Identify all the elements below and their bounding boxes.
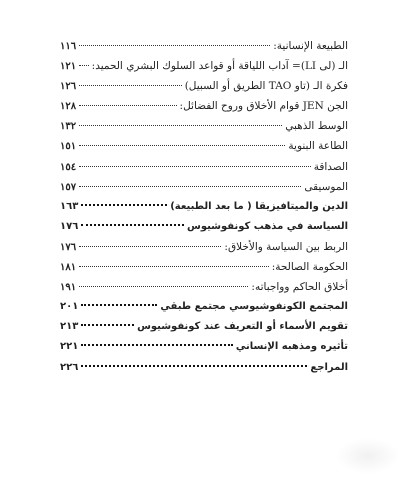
toc-entry-page-number: ١٥٤ xyxy=(60,161,77,173)
toc-entry-page-number: ٢١٣ xyxy=(60,321,79,333)
dot-leader xyxy=(79,85,182,86)
toc-entry-page-number: ١٨١ xyxy=(60,262,77,274)
toc-entry-page-number: ١٥١ xyxy=(60,141,77,153)
dot-leader xyxy=(79,45,270,46)
toc-entry-title: الدين والميتافيزيقا ( ما بعد الطبيعة) xyxy=(170,200,348,212)
toc-entry-title: أخلاق الحاكم وواجباته: xyxy=(251,281,348,294)
toc-entry-page-number: ١٢٦ xyxy=(60,81,77,93)
toc-entry-page-number: ١٢٨ xyxy=(60,101,77,113)
toc-entry xyxy=(60,56,348,76)
toc-entry xyxy=(60,257,348,277)
toc-entry-page-number: ٢٢٦ xyxy=(60,361,79,373)
toc-entry xyxy=(60,217,348,237)
toc-entry-title: فكرة الـ (تاو TAO الطريق أو السبيل) xyxy=(184,80,348,93)
toc-entry-title: المراجع xyxy=(310,361,348,373)
toc-entry-title: الطبيعة الإنسانية: xyxy=(273,40,348,52)
toc-entry-page-number: ١٧٦ xyxy=(60,241,77,253)
dot-leader xyxy=(79,186,301,187)
toc-entry xyxy=(60,297,348,317)
toc-entry-page-number: ١٧٦ xyxy=(60,220,79,232)
toc-entry-title: الـ (لى LI)= آداب اللياقة أو قواعد السلوك البشري الحميد: xyxy=(91,60,348,73)
toc-entry-page-number: ١١٦ xyxy=(60,41,77,52)
toc-entry xyxy=(60,177,348,197)
toc-entry-page-number: ٢٢١ xyxy=(60,341,79,353)
dot-leader xyxy=(81,304,157,306)
toc-entry xyxy=(60,237,348,257)
dot-leader xyxy=(81,365,307,367)
dot-leader xyxy=(79,105,176,106)
toc-entry-title: المجتمع الكونفوشيوسي مجتمع طبقي xyxy=(160,301,348,313)
dot-leader xyxy=(79,166,311,167)
dot-leader xyxy=(79,125,282,126)
toc-entry-title: الحكومة الصالحة: xyxy=(271,261,348,274)
toc-entry-title: السياسة في مذهب كونفوشيوس xyxy=(187,220,348,232)
dot-leader xyxy=(79,266,269,267)
toc-entry-title: الوسط الذهبي xyxy=(285,120,348,133)
toc-entry-title: الربط بين السياسة والأخلاق: xyxy=(224,240,348,253)
toc-entry-title: تقويم الأسماء أو التعريف عند كونفوشيوس xyxy=(137,321,348,333)
toc-entry-title: الصداقة xyxy=(313,160,348,173)
toc-entry-title: تأثيره ومذهبه الإنساني xyxy=(235,341,348,353)
dot-leader xyxy=(81,204,167,206)
toc-entry-page-number: ١٥٧ xyxy=(60,181,77,193)
toc-entry xyxy=(60,116,348,136)
dot-leader xyxy=(81,344,233,346)
dot-leader xyxy=(81,224,184,226)
scan-smudge xyxy=(336,438,400,474)
toc-entry-title: الطاعة البنوية xyxy=(288,140,348,153)
dot-leader xyxy=(79,145,285,146)
dot-leader xyxy=(79,246,221,247)
table-of-contents xyxy=(60,36,348,378)
toc-entry-page-number: ١٢١ xyxy=(60,61,77,73)
toc-entry xyxy=(60,197,348,217)
toc-entry xyxy=(60,277,348,297)
toc-entry xyxy=(60,76,348,96)
toc-entry xyxy=(60,36,348,56)
toc-entry xyxy=(60,157,348,177)
toc-entry-title: الموسيقى xyxy=(304,180,348,193)
toc-entry xyxy=(60,337,348,357)
toc-entry xyxy=(60,358,348,378)
dot-leader xyxy=(79,65,89,66)
toc-entry-page-number: ١٩١ xyxy=(60,282,77,294)
toc-entry xyxy=(60,136,348,156)
toc-entry-page-number: ٢٠١ xyxy=(60,301,79,313)
toc-entry xyxy=(60,317,348,337)
toc-entry xyxy=(60,96,348,116)
dot-leader xyxy=(81,324,134,326)
dot-leader xyxy=(79,286,248,287)
toc-entry-title: الجن JEN قوام الأخلاق وروح الفضائل: xyxy=(179,100,348,113)
toc-entry-page-number: ١٣٢ xyxy=(60,121,77,133)
toc-entry-page-number: ١٦٣ xyxy=(60,200,79,212)
